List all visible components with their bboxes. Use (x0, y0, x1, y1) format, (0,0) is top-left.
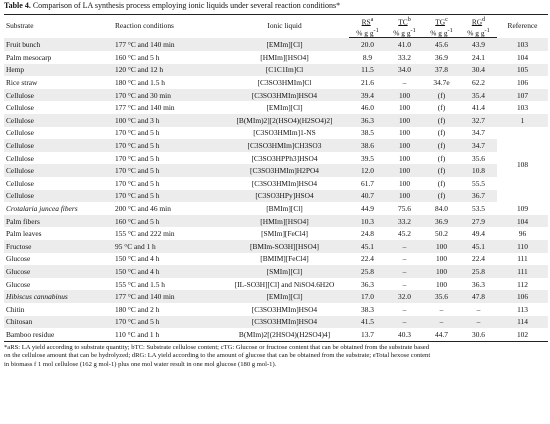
caption-text: Comparison of LA synthesis process employing ionic liquids under several reaction conditions* (32, 1, 341, 10)
cell-tg: 36.9 (423, 51, 460, 64)
cell-tc: 100 (386, 190, 423, 203)
cell-conditions: 180 °C and 1.5 h (113, 76, 220, 89)
cell-rs: 12.0 (349, 164, 386, 177)
cell-substrate: Chitin (4, 303, 113, 316)
cell-reference: 96 (497, 227, 548, 240)
table-row (4, 290, 548, 303)
cell-rs: 10.3 (349, 215, 386, 228)
cell-substrate: Palm fibers (4, 215, 113, 228)
cell-substrate: Cellulose (4, 152, 113, 165)
cell-rg: 53.5 (460, 202, 497, 215)
cell-tc: 100 (386, 101, 423, 114)
cell-tg: 84.0 (423, 202, 460, 215)
cell-ionic-liquid: [C3SO3HMIm]1-NS (220, 127, 349, 140)
cell-conditions: 180 °C and 2 h (113, 303, 220, 316)
cell-rs: 38.5 (349, 127, 386, 140)
table-row (4, 89, 548, 102)
cell-tg: 45.6 (423, 38, 460, 51)
cell-rs: 17.0 (349, 290, 386, 303)
cell-tc: – (386, 253, 423, 266)
cell-reference: 113 (497, 303, 548, 316)
unit-tc: % g $g^{-1}$ (386, 27, 423, 38)
cell-conditions: 170 °C and 5 h (113, 152, 220, 165)
cell-rg: 34.7 (460, 139, 497, 152)
cell-substrate: Fruit bunch (4, 38, 113, 51)
cell-tg: 35.6 (423, 290, 460, 303)
cell-conditions: 170 °C and 5 h (113, 127, 220, 140)
cell-tg: – (423, 303, 460, 316)
cell-tg: (f) (423, 127, 460, 140)
table-row (4, 51, 548, 64)
table-row (4, 152, 548, 165)
unit-tg: % g $g^{-1}$ (423, 27, 460, 38)
cell-tc: 75.6 (386, 202, 423, 215)
cell-substrate: Glucose (4, 253, 113, 266)
cell-ionic-liquid: [C3SO3HMIm]HSO4 (220, 89, 349, 102)
cell-tc: 100 (386, 152, 423, 165)
cell-rs: 36.3 (349, 114, 386, 127)
cell-ionic-liquid: [C3SO3HMIm]HSO4 (220, 303, 349, 316)
cell-rg: 22.4 (460, 253, 497, 266)
cell-tg: 50.2 (423, 227, 460, 240)
caption-label: Table 4. (4, 1, 31, 10)
cell-reference: 108 (497, 127, 548, 203)
cell-substrate: Bamboo residue (4, 328, 113, 341)
table-row (4, 316, 548, 329)
cell-conditions: 160 °C and 5 h (113, 51, 220, 64)
cell-ionic-liquid: [SMIm][FeCl4] (220, 227, 349, 240)
cell-substrate: Glucose (4, 278, 113, 291)
cell-tc: 100 (386, 89, 423, 102)
cell-tg: (f) (423, 139, 460, 152)
cell-tc: – (386, 316, 423, 329)
cell-substrate: Cellulose (4, 164, 113, 177)
cell-ionic-liquid: [C3SO3HMIm]HSO4 (220, 177, 349, 190)
cell-rg: 25.8 (460, 265, 497, 278)
cell-conditions: 170 °C and 5 h (113, 316, 220, 329)
cell-rs: 44.9 (349, 202, 386, 215)
header-rg: $RG^d$ (460, 15, 497, 28)
cell-conditions: 150 °C and 4 h (113, 253, 220, 266)
cell-substrate: Crotalaria juncea fibers (4, 202, 113, 215)
cell-tg: (f) (423, 164, 460, 177)
cell-rs: 25.8 (349, 265, 386, 278)
table-row (4, 227, 548, 240)
cell-reference: 111 (497, 253, 548, 266)
cell-rg: 30.4 (460, 64, 497, 77)
cell-rs: 36.3 (349, 278, 386, 291)
cell-substrate: Cellulose (4, 177, 113, 190)
unit-rs: % g $g^{-1}$ (349, 27, 386, 38)
cell-ionic-liquid: [EMIm][Cl] (220, 38, 349, 51)
table-row (4, 64, 548, 77)
cell-tg: 100 (423, 278, 460, 291)
cell-tc: – (386, 303, 423, 316)
cell-rg: 55.5 (460, 177, 497, 190)
cell-ionic-liquid: [C3SO3HMIm]CH3SO3 (220, 139, 349, 152)
cell-reference: 105 (497, 64, 548, 77)
header-conditions: Reaction conditions (113, 15, 220, 38)
cell-conditions: 100 °C and 3 h (113, 114, 220, 127)
cell-tg: (f) (423, 89, 460, 102)
cell-rs: 20.0 (349, 38, 386, 51)
cell-reference: 104 (497, 51, 548, 64)
cell-conditions: 170 °C and 5 h (113, 139, 220, 152)
cell-rg: 27.9 (460, 215, 497, 228)
cell-tc: – (386, 265, 423, 278)
table-row (4, 114, 548, 127)
cell-tc: 32.0 (386, 290, 423, 303)
table-row (4, 215, 548, 228)
unit-rg: % g $g^{-1}$ (460, 27, 497, 38)
cell-tc: 100 (386, 177, 423, 190)
cell-reference: 102 (497, 328, 548, 341)
cell-tc: 100 (386, 114, 423, 127)
cell-rg: 36.3 (460, 278, 497, 291)
cell-rs: 38.6 (349, 139, 386, 152)
table-footnotes (4, 344, 546, 370)
header-row (4, 15, 548, 28)
cell-rg: 41.4 (460, 101, 497, 114)
cell-conditions: 120 °C and 12 h (113, 64, 220, 77)
table-body (4, 38, 548, 341)
cell-substrate: Fructose (4, 240, 113, 253)
cell-tc: 40.3 (386, 328, 423, 341)
cell-tc: – (386, 76, 423, 89)
cell-tg: 100 (423, 253, 460, 266)
cell-reference: 103 (497, 101, 548, 114)
cell-conditions: 200 °C and 46 min (113, 202, 220, 215)
cell-tc: 41.0 (386, 38, 423, 51)
cell-ionic-liquid: [C3SO3HMIm]H2PO4 (220, 164, 349, 177)
cell-tg: 36.9 (423, 215, 460, 228)
cell-reference: 107 (497, 89, 548, 102)
cell-conditions: 170 °C and 5 h (113, 177, 220, 190)
cell-rg: 35.6 (460, 152, 497, 165)
header-rs: $RS^a$ (349, 15, 386, 28)
cell-conditions: 155 °C and 222 min (113, 227, 220, 240)
cell-ionic-liquid: [SMIm][Cl] (220, 265, 349, 278)
cell-tg: (f) (423, 190, 460, 203)
cell-conditions: 155 °C and 1.5 h (113, 278, 220, 291)
cell-reference: 1 (497, 114, 548, 127)
cell-tc: 100 (386, 139, 423, 152)
cell-substrate: Cellulose (4, 101, 113, 114)
table-row (4, 240, 548, 253)
header-reference: Reference (497, 15, 548, 38)
cell-tc: 100 (386, 164, 423, 177)
cell-rg: 35.4 (460, 89, 497, 102)
cell-conditions: 170 °C and 5 h (113, 164, 220, 177)
cell-reference: 112 (497, 278, 548, 291)
cell-conditions: 95 °C and 1 h (113, 240, 220, 253)
cell-ionic-liquid: [C3SO3HMIm]Cl (220, 76, 349, 89)
cell-conditions: 177 °C and 140 min (113, 38, 220, 51)
cell-ionic-liquid: [EMIm][Cl] (220, 290, 349, 303)
cell-rs: 39.5 (349, 152, 386, 165)
table-row (4, 190, 548, 203)
cell-rg: 62.2 (460, 76, 497, 89)
cell-tg: (f) (423, 177, 460, 190)
cell-conditions: 160 °C and 5 h (113, 215, 220, 228)
cell-ionic-liquid: B(MIm)2[(2HSO4)(H2SO4)4] (220, 328, 349, 341)
cell-ionic-liquid: [BMIm-SO3H][HSO4] (220, 240, 349, 253)
cell-ionic-liquid: [B(MIm)2][2(HSO4)(H2SO4)2] (220, 114, 349, 127)
table-row (4, 303, 548, 316)
cell-rg: – (460, 316, 497, 329)
cell-tg: 100 (423, 265, 460, 278)
cell-tc: – (386, 240, 423, 253)
footnote-line-2: on the cellulose amount that can be hydrolyzed; dRG: LA yield according to the amount of glucose that can be obtained from the substrate; eTotal hexose content (4, 352, 431, 360)
cell-reference: 110 (497, 240, 548, 253)
cell-conditions: 177 °C and 140 min (113, 290, 220, 303)
cell-conditions: 177 °C and 140 min (113, 101, 220, 114)
cell-ionic-liquid: [HMIm][HSO4] (220, 51, 349, 64)
cell-tc: 33.2 (386, 51, 423, 64)
cell-substrate: Palm leaves (4, 227, 113, 240)
cell-rg: 36.7 (460, 190, 497, 203)
cell-rg: 34.7 (460, 127, 497, 140)
cell-rg: 49.4 (460, 227, 497, 240)
cell-substrate: Hibiscus cannabinus (4, 290, 113, 303)
cell-rg: 10.8 (460, 164, 497, 177)
cell-reference: 106 (497, 290, 548, 303)
cell-substrate: Cellulose (4, 114, 113, 127)
cell-tg: (f) (423, 152, 460, 165)
cell-rg: 32.7 (460, 114, 497, 127)
comparison-table (4, 14, 548, 342)
cell-rg: 45.1 (460, 240, 497, 253)
cell-tg: – (423, 316, 460, 329)
cell-conditions: 170 °C and 30 min (113, 89, 220, 102)
footnote-line-1: *aRS: LA yield according to substrate quantity; bTC: Substrate cellulose content; cTG: Glucose or fructose content that can be obtained from the substrate based (4, 343, 430, 351)
cell-substrate: Cellulose (4, 139, 113, 152)
table-row (4, 164, 548, 177)
cell-ionic-liquid: [BMIm][Cl] (220, 202, 349, 215)
cell-conditions: 110 °C and 1 h (113, 328, 220, 341)
cell-tc: 100 (386, 127, 423, 140)
cell-substrate: Cellulose (4, 127, 113, 140)
cell-conditions: 170 °C and 5 h (113, 190, 220, 203)
cell-tg: 37.8 (423, 64, 460, 77)
cell-rs: 38.3 (349, 303, 386, 316)
cell-rs: 11.5 (349, 64, 386, 77)
table-row (4, 265, 548, 278)
cell-tg: 100 (423, 240, 460, 253)
cell-tg: 34.7e (423, 76, 460, 89)
header-tc: $TC^b$ (386, 15, 423, 28)
cell-substrate: Glucose (4, 265, 113, 278)
cell-rg: 30.6 (460, 328, 497, 341)
table-row (4, 278, 548, 291)
footnote-line-3: in biomass f 1 mol cellulose (162 g mol-1) plus one mol water result in one mol glucose (180 g mol-1). (4, 360, 277, 368)
header-ionic-liquid: Ionic liquid (220, 15, 349, 38)
cell-reference: 109 (497, 202, 548, 215)
cell-rs: 46.0 (349, 101, 386, 114)
cell-substrate: Chitosan (4, 316, 113, 329)
table-row (4, 253, 548, 266)
cell-substrate: Hemp (4, 64, 113, 77)
cell-substrate: Rice straw (4, 76, 113, 89)
cell-rs: 22.4 (349, 253, 386, 266)
table-row (4, 76, 548, 89)
table-row (4, 101, 548, 114)
cell-ionic-liquid: [C3SO3HPy]HSO4 (220, 190, 349, 203)
table-row (4, 177, 548, 190)
cell-rg: 24.1 (460, 51, 497, 64)
table-row (4, 38, 548, 51)
cell-rs: 39.4 (349, 89, 386, 102)
cell-rs: 41.5 (349, 316, 386, 329)
cell-reference: 104 (497, 215, 548, 228)
cell-rs: 13.7 (349, 328, 386, 341)
cell-rs: 61.7 (349, 177, 386, 190)
cell-rg: 47.8 (460, 290, 497, 303)
cell-rs: 40.7 (349, 190, 386, 203)
table-row (4, 202, 548, 215)
cell-reference: 106 (497, 76, 548, 89)
cell-tc: 33.2 (386, 215, 423, 228)
cell-rg: 43.9 (460, 38, 497, 51)
table-row (4, 127, 548, 140)
cell-ionic-liquid: [BMIM][FeCl4] (220, 253, 349, 266)
cell-tg: 44.7 (423, 328, 460, 341)
cell-substrate: Cellulose (4, 190, 113, 203)
cell-ionic-liquid: [EMIm][Cl] (220, 101, 349, 114)
cell-reference: 114 (497, 316, 548, 329)
cell-tc: 34.0 (386, 64, 423, 77)
cell-substrate: Cellulose (4, 89, 113, 102)
cell-rs: 45.1 (349, 240, 386, 253)
cell-rg: – (460, 303, 497, 316)
cell-rs: 21.6 (349, 76, 386, 89)
cell-ionic-liquid: [IL-SO3H][Cl] and NiSO4.6H2O (220, 278, 349, 291)
table-row (4, 328, 548, 341)
cell-reference: 103 (497, 38, 548, 51)
cell-ionic-liquid: [HMIm][HSO4] (220, 215, 349, 228)
cell-rs: 24.8 (349, 227, 386, 240)
cell-tc: 45.2 (386, 227, 423, 240)
cell-reference: 111 (497, 265, 548, 278)
header-tg: $TG^c$ (423, 15, 460, 28)
cell-conditions: 150 °C and 4 h (113, 265, 220, 278)
table-container (4, 0, 546, 370)
cell-tg: (f) (423, 114, 460, 127)
cell-tg: (f) (423, 101, 460, 114)
cell-ionic-liquid: [C3SO3HPPh3]HSO4 (220, 152, 349, 165)
cell-ionic-liquid: [C3SO3HMIm]HSO4 (220, 316, 349, 329)
cell-substrate: Palm mesocarp (4, 51, 113, 64)
table-row (4, 139, 548, 152)
table-caption (4, 0, 546, 12)
cell-ionic-liquid: [C1C1Im]Cl (220, 64, 349, 77)
cell-rs: 8.9 (349, 51, 386, 64)
header-substrate: Substrate (4, 15, 113, 38)
cell-tc: – (386, 278, 423, 291)
